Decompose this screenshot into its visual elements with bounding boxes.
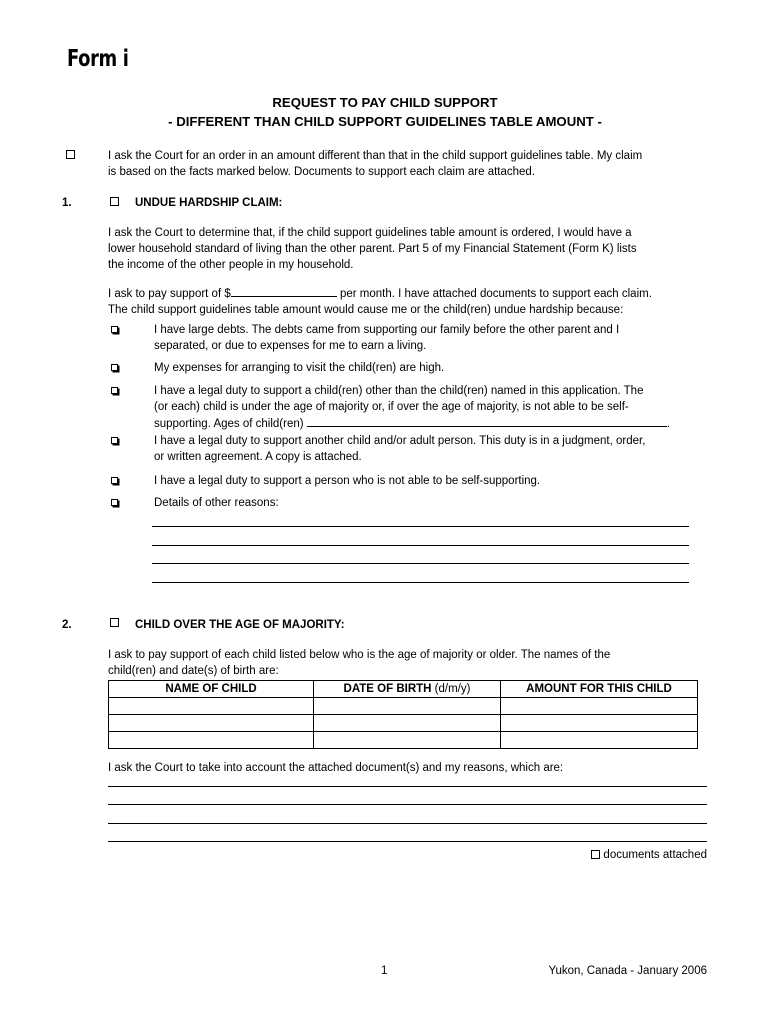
title-line-2: - DIFFERENT THAN CHILD SUPPORT GUIDELINES TABLE AMOUNT - xyxy=(168,114,602,129)
documents-attached-checkbox[interactable] xyxy=(591,850,600,859)
title-line-1: REQUEST TO PAY CHILD SUPPORT xyxy=(272,95,498,110)
reasons-label: I ask the Court to take into account the attached document(s) and my reasons, which are: xyxy=(108,762,564,774)
option-other-child-line-2: (or each) child is under the age of majority or, if over the age of majority, is not able to be self- xyxy=(154,401,629,413)
undue-line-2: lower household standard of living than the other parent. Part 5 of my Financial Statement (Form K) lists xyxy=(108,243,637,255)
reasons-line-2[interactable] xyxy=(108,804,707,805)
section-2-number: 2. xyxy=(62,619,72,631)
hardship-because-line: The child support guidelines table amount would cause me or the child(ren) undue hardship because: xyxy=(108,304,624,316)
other-reasons-line-4[interactable] xyxy=(152,582,689,583)
intro-line-1: I ask the Court for an order in an amount different than that in the child support guidelines table. My claim xyxy=(108,150,643,162)
option-legal-duty-line-1: I have a legal duty to support another child and/or adult person. This duty is in a judgment, order, xyxy=(154,435,646,447)
table-row xyxy=(109,715,698,732)
col-name-of-child: NAME OF CHILD xyxy=(109,681,314,698)
option-other-reasons-label: Details of other reasons: xyxy=(154,497,279,509)
intro-line-2: is based on the facts marked below. Documents to support each claim are attached. xyxy=(108,166,536,178)
ages-field[interactable] xyxy=(307,415,667,427)
section-1-number: 1. xyxy=(62,197,72,209)
undue-hardship-heading: UNDUE HARDSHIP CLAIM: xyxy=(135,197,283,209)
support-amount-suffix: per month. I have attached documents to support each claim. xyxy=(339,288,652,300)
majority-paragraph xyxy=(108,647,610,679)
option-legal-duty-line-2: or written agreement. A copy is attached. xyxy=(154,451,362,463)
table-header-row xyxy=(109,681,698,698)
intro-paragraph xyxy=(108,148,642,180)
option-debts-checkbox[interactable] xyxy=(111,326,118,333)
form-label: Form i xyxy=(67,46,129,72)
child-dob-cell[interactable] xyxy=(314,715,501,732)
child-amount-cell[interactable] xyxy=(501,732,698,749)
child-name-cell[interactable] xyxy=(109,715,314,732)
table-row xyxy=(109,698,698,715)
ages-period: . xyxy=(666,418,670,430)
child-name-cell[interactable] xyxy=(109,732,314,749)
majority-checkbox[interactable] xyxy=(110,618,119,627)
option-visit-checkbox[interactable] xyxy=(111,364,118,371)
option-debts-line-1: I have large debts. The debts came from supporting our family before the other parent and I xyxy=(154,324,620,336)
child-amount-cell[interactable] xyxy=(501,715,698,732)
reasons-line-1[interactable] xyxy=(108,786,707,787)
option-other-reasons xyxy=(154,495,279,511)
undue-hardship-paragraph xyxy=(108,225,637,273)
option-legal-duty xyxy=(154,433,645,465)
option-other-child-checkbox[interactable] xyxy=(111,387,118,394)
other-reasons-line-1[interactable] xyxy=(152,526,689,527)
option-visit xyxy=(154,360,444,376)
option-other-child-line-1: I have a legal duty to support a child(ren) other than the child(ren) named in this application. The xyxy=(154,385,644,397)
undue-line-3: the income of the other people in my household. xyxy=(108,259,354,271)
footer-jurisdiction: Yukon, Canada - January 2006 xyxy=(548,965,707,977)
reasons-line-3[interactable] xyxy=(108,823,707,824)
support-amount-paragraph xyxy=(108,285,652,318)
option-visit-line-1: My expenses for arranging to visit the child(ren) are high. xyxy=(154,362,445,374)
option-debts-line-2: separated, or due to expenses for me to earn a living. xyxy=(154,340,427,352)
ages-label: supporting. Ages of child(ren) xyxy=(154,418,304,430)
other-reasons-line-3[interactable] xyxy=(152,563,689,564)
other-reasons-line-2[interactable] xyxy=(152,545,689,546)
option-other-reasons-checkbox[interactable] xyxy=(111,499,118,506)
option-debts xyxy=(154,322,619,354)
reasons-line-4[interactable] xyxy=(108,841,707,842)
child-amount-cell[interactable] xyxy=(501,698,698,715)
documents-attached xyxy=(591,849,707,861)
majority-heading: CHILD OVER THE AGE OF MAJORITY: xyxy=(135,619,345,631)
option-legal-duty-checkbox[interactable] xyxy=(111,437,118,444)
documents-attached-label: documents attached xyxy=(603,849,707,861)
col-date-of-birth: DATE OF BIRTH (d/m/y) xyxy=(314,681,501,698)
child-dob-cell[interactable] xyxy=(314,732,501,749)
undue-line-1: I ask the Court to determine that, if the child support guidelines table amount is ordered, I would have a xyxy=(108,227,632,239)
support-amount-prefix: I ask to pay support of $ xyxy=(108,288,231,300)
table-row xyxy=(109,732,698,749)
option-other-child xyxy=(154,383,670,432)
option-self-supporting xyxy=(154,473,540,489)
intro-checkbox[interactable] xyxy=(66,150,75,159)
undue-hardship-checkbox[interactable] xyxy=(110,197,119,206)
children-table xyxy=(108,680,698,749)
majority-line-2: child(ren) and date(s) of birth are: xyxy=(108,665,279,677)
option-self-supporting-checkbox[interactable] xyxy=(111,477,118,484)
support-amount-field[interactable] xyxy=(231,285,337,297)
page-number: 1 xyxy=(381,965,388,977)
majority-line-1: I ask to pay support of each child listed below who is the age of majority or older. The names of the xyxy=(108,649,611,661)
child-dob-cell[interactable] xyxy=(314,698,501,715)
option-self-supporting-line-1: I have a legal duty to support a person who is not able to be self-supporting. xyxy=(154,475,541,487)
child-name-cell[interactable] xyxy=(109,698,314,715)
col-amount: AMOUNT FOR THIS CHILD xyxy=(501,681,698,698)
